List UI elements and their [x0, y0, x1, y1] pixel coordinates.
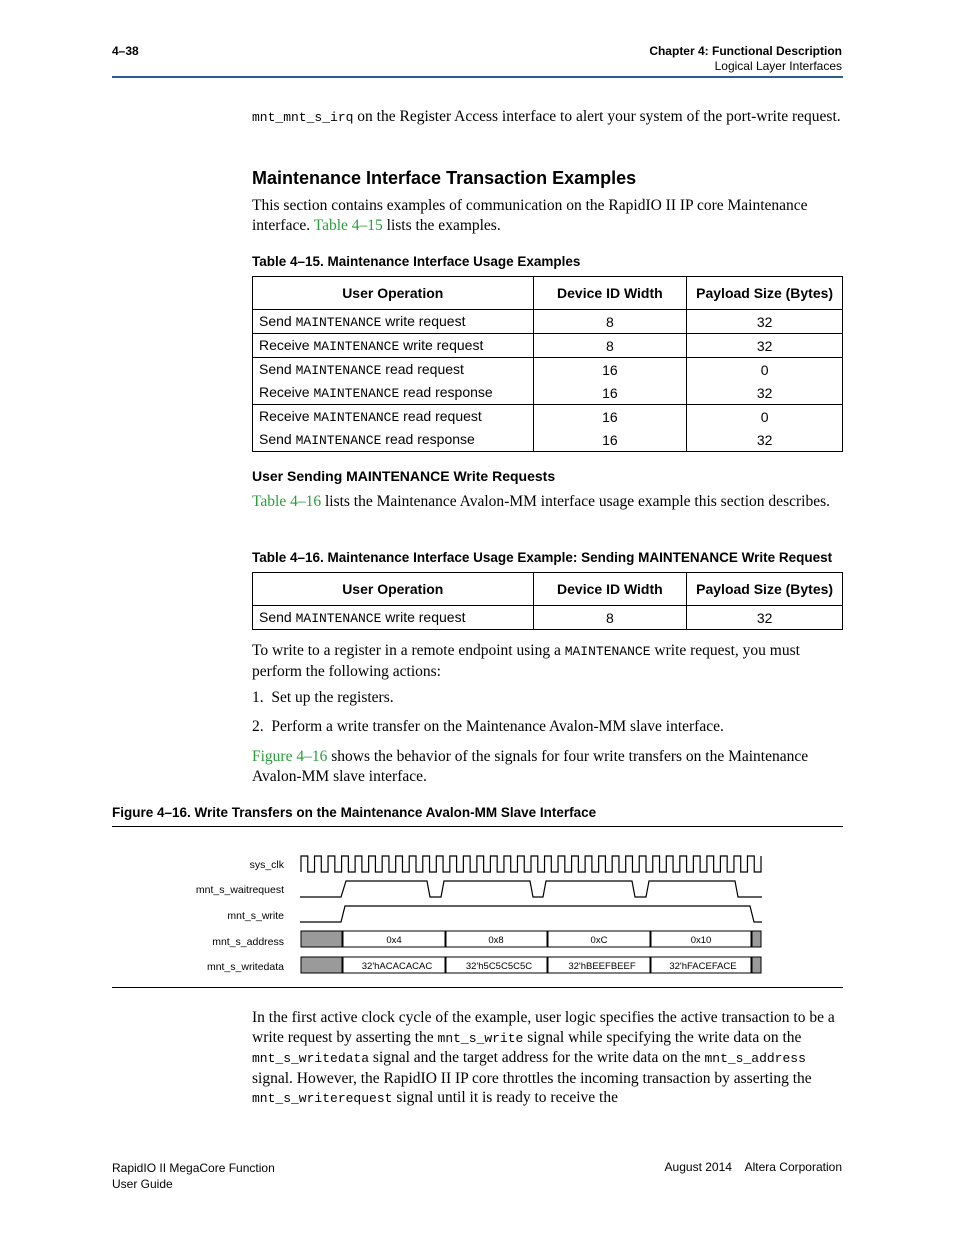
section-heading: Maintenance Interface Transaction Examples: [252, 168, 637, 188]
signal-label-writedata: mnt_s_writedata: [206, 961, 284, 973]
figure-4-16-link[interactable]: Figure 4–16: [252, 748, 328, 765]
text-span: shows the behavior of the signals for four write transfers on the Maintenance Avalon-MM slave interface.: [252, 748, 809, 785]
cell-payload: 32: [687, 606, 843, 630]
writedata-bus: [301, 957, 761, 973]
col-header-payload-size: Payload Size (Bytes): [687, 573, 843, 606]
cell-operation: Receive MAINTENANCE read response: [253, 381, 534, 405]
table-4-15-caption: Table 4–15. Maintenance Interface Usage Examples: [252, 254, 581, 269]
writedata-value: 32'hFACEFACE: [669, 961, 737, 972]
list-number: 2.: [252, 718, 264, 735]
cell-payload: 0: [687, 405, 843, 429]
waitrequest-waveform: [300, 881, 762, 897]
figure-rule-bottom: [112, 987, 843, 988]
cell-width: 16: [533, 381, 687, 405]
cell-operation: Receive MAINTENANCE write request: [253, 334, 534, 358]
signal-label-write: mnt_s_write: [227, 910, 284, 922]
list-text: Set up the registers.: [271, 689, 394, 706]
signal-label-address: mnt_s_address: [212, 936, 284, 948]
cell-payload: 32: [687, 381, 843, 405]
sys-clk-waveform: [301, 856, 761, 872]
closing-paragraph: [252, 1008, 844, 1109]
footer-date-corp: August 2014 Altera Corporation: [664, 1160, 842, 1174]
page-number: 4–38: [112, 44, 139, 58]
text-span: signal. However, the RapidIO II IP core throttles the incoming transaction by asserting the: [252, 1069, 812, 1087]
cell-width: 16: [533, 405, 687, 429]
cell-width: 8: [533, 334, 687, 358]
cell-payload: 0: [687, 358, 843, 382]
address-value: 0x4: [386, 935, 402, 946]
text-span: write request, you must perform the following actions:: [252, 642, 800, 680]
section-title: Logical Layer Interfaces: [714, 59, 842, 73]
writedata-value: 32'hBEEFBEEF: [568, 961, 636, 972]
text-span: In the first active clock cycle of the example, user logic specifies the active transaction to be a write request by asserting the: [252, 1009, 835, 1046]
signal-label-waitrequest: mnt_s_waitrequest: [195, 884, 284, 896]
cell-width: 8: [533, 606, 687, 630]
footer-product: RapidIO II MegaCore Function: [112, 1161, 275, 1175]
col-header-user-operation: User Operation: [253, 277, 534, 310]
footer-left: [112, 1160, 275, 1192]
address-value: 0x8: [488, 935, 504, 946]
cell-operation: Send MAINTENANCE write request: [253, 310, 534, 334]
table-4-16-link[interactable]: Table 4–16: [252, 493, 322, 510]
code-span: mnt_s_writerequest: [252, 1091, 393, 1106]
intro-text: on the Register Access interface to alert your system of the port-write request.: [353, 108, 841, 125]
cell-width: 16: [533, 428, 687, 452]
list-text: Perform a write transfer on the Maintenance Avalon-MM slave interface.: [271, 718, 724, 735]
text-span: This section contains examples of communication on the RapidIO II IP core Maintenance interface.: [252, 197, 808, 234]
address-bus: [301, 931, 761, 947]
col-header-user-operation: User Operation: [253, 573, 534, 606]
address-value: 0x10: [690, 935, 712, 946]
figure-caption: Figure 4–16. Write Transfers on the Maintenance Avalon-MM Slave Interface: [112, 805, 597, 820]
cell-payload: 32: [687, 310, 843, 334]
col-header-payload-size: Payload Size (Bytes): [687, 277, 843, 310]
text-span: To write to a register in a remote endpoint using a: [252, 642, 565, 659]
list-number: 1.: [252, 689, 264, 706]
chapter-title: Chapter 4: Functional Description: [649, 44, 842, 58]
code-span: mnt_s_address: [704, 1051, 806, 1066]
cell-payload: 32: [687, 334, 843, 358]
cell-width: 16: [533, 358, 687, 382]
table-4-15-link[interactable]: Table 4–15: [313, 216, 383, 234]
cell-operation: Receive MAINTENANCE read request: [253, 405, 534, 429]
footer-doc: User Guide: [112, 1177, 173, 1191]
text-span: signal until it is ready to receive the: [392, 1089, 618, 1106]
text-span: lists the Maintenance Avalon-MM interface usage example this section describes.: [321, 493, 830, 510]
text-span: signal while specifying the write data on the: [523, 1028, 802, 1046]
col-header-device-id-width: Device ID Width: [533, 277, 687, 310]
writedata-value: 32'hACACACAC: [361, 961, 433, 972]
col-header-device-id-width: Device ID Width: [533, 573, 687, 606]
code-span: mnt_s_writedata: [252, 1051, 370, 1066]
cell-operation: Send MAINTENANCE read request: [253, 358, 534, 382]
sys-clk-line: [301, 856, 761, 872]
code-span: MAINTENANCE: [564, 644, 651, 659]
address-value: 0xC: [590, 935, 608, 946]
cell-operation: Send MAINTENANCE write request: [253, 606, 534, 630]
write-waveform: [300, 906, 762, 922]
code-span: mnt_mnt_s_irq: [252, 110, 354, 125]
text-span: lists the examples.: [382, 216, 501, 234]
cell-width: 8: [533, 310, 687, 334]
signal-label-sys-clk: sys_clk: [249, 859, 284, 871]
subsection-heading: User Sending MAINTENANCE Write Requests: [252, 468, 556, 484]
table-4-16-caption: Table 4–16. Maintenance Interface Usage Example: Sending MAINTENANCE Write Request: [252, 550, 833, 565]
text-span: signal and the target address for the write data on the: [369, 1049, 705, 1066]
writedata-value: 32'h5C5C5C5C: [465, 961, 533, 972]
code-span: mnt_s_write: [437, 1030, 524, 1046]
cell-payload: 32: [687, 428, 843, 452]
cell-operation: Send MAINTENANCE read response: [253, 428, 534, 452]
